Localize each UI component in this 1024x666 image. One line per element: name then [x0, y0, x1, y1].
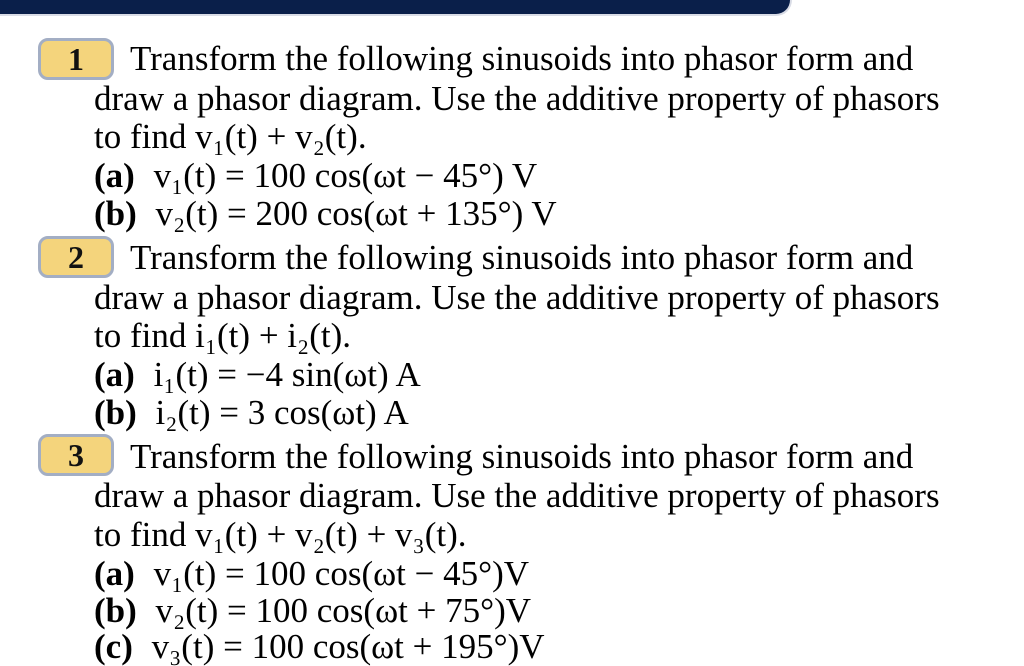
problem-text-line: to find i₁(t) + i₂(t). [94, 316, 352, 355]
problem-item [94, 394, 409, 432]
item-expression: v₂(t) = 200 cos(ωt + 135°) V [155, 194, 557, 233]
item-label: (b) [94, 194, 137, 233]
problem-text-line: Transform the following sinusoids into phasor form and [130, 238, 914, 277]
item-label: (a) [94, 156, 135, 195]
item-expression: i₁(t) = −4 sin(ωt) A [153, 355, 421, 394]
item-expression: v₁(t) = 100 cos(ωt − 45°) V [153, 156, 538, 195]
problem-text-line: draw a phasor diagram. Use the additive property of phasors [94, 278, 940, 317]
problem-number-badge: 2 [38, 236, 114, 278]
problem-number-badge: 3 [38, 434, 114, 476]
problem-text-line: to find v₁(t) + v₂(t) + v₃(t). [94, 515, 467, 554]
header-bar [0, 0, 792, 16]
problem-text-line: draw a phasor diagram. Use the additive property of phasors [94, 79, 940, 118]
item-label: (a) [94, 554, 135, 593]
problem-item [94, 555, 529, 593]
problem-item [94, 195, 557, 233]
item-label: (b) [94, 393, 137, 432]
problem-text-line: Transform the following sinusoids into phasor form and [130, 437, 914, 476]
problem-number-badge: 1 [38, 38, 114, 80]
problem-item [94, 592, 531, 630]
item-expression: v₂(t) = 100 cos(ωt + 75°)V [155, 591, 531, 630]
problem-item [94, 356, 421, 394]
item-expression: v₁(t) = 100 cos(ωt − 45°)V [153, 554, 530, 593]
problem-text-line: to find v₁(t) + v₂(t). [94, 117, 367, 156]
problem-item [94, 157, 537, 195]
item-label: (a) [94, 355, 135, 394]
problem-text-line: draw a phasor diagram. Use the additive property of phasors [94, 476, 940, 515]
problem-item [94, 628, 545, 666]
item-label: (c) [94, 627, 133, 666]
item-expression: i₂(t) = 3 cos(ωt) A [155, 393, 409, 432]
item-label: (b) [94, 591, 137, 630]
problem-text-line: Transform the following sinusoids into phasor form and [130, 39, 914, 78]
item-expression: v₃(t) = 100 cos(ωt + 195°)V [151, 627, 545, 666]
